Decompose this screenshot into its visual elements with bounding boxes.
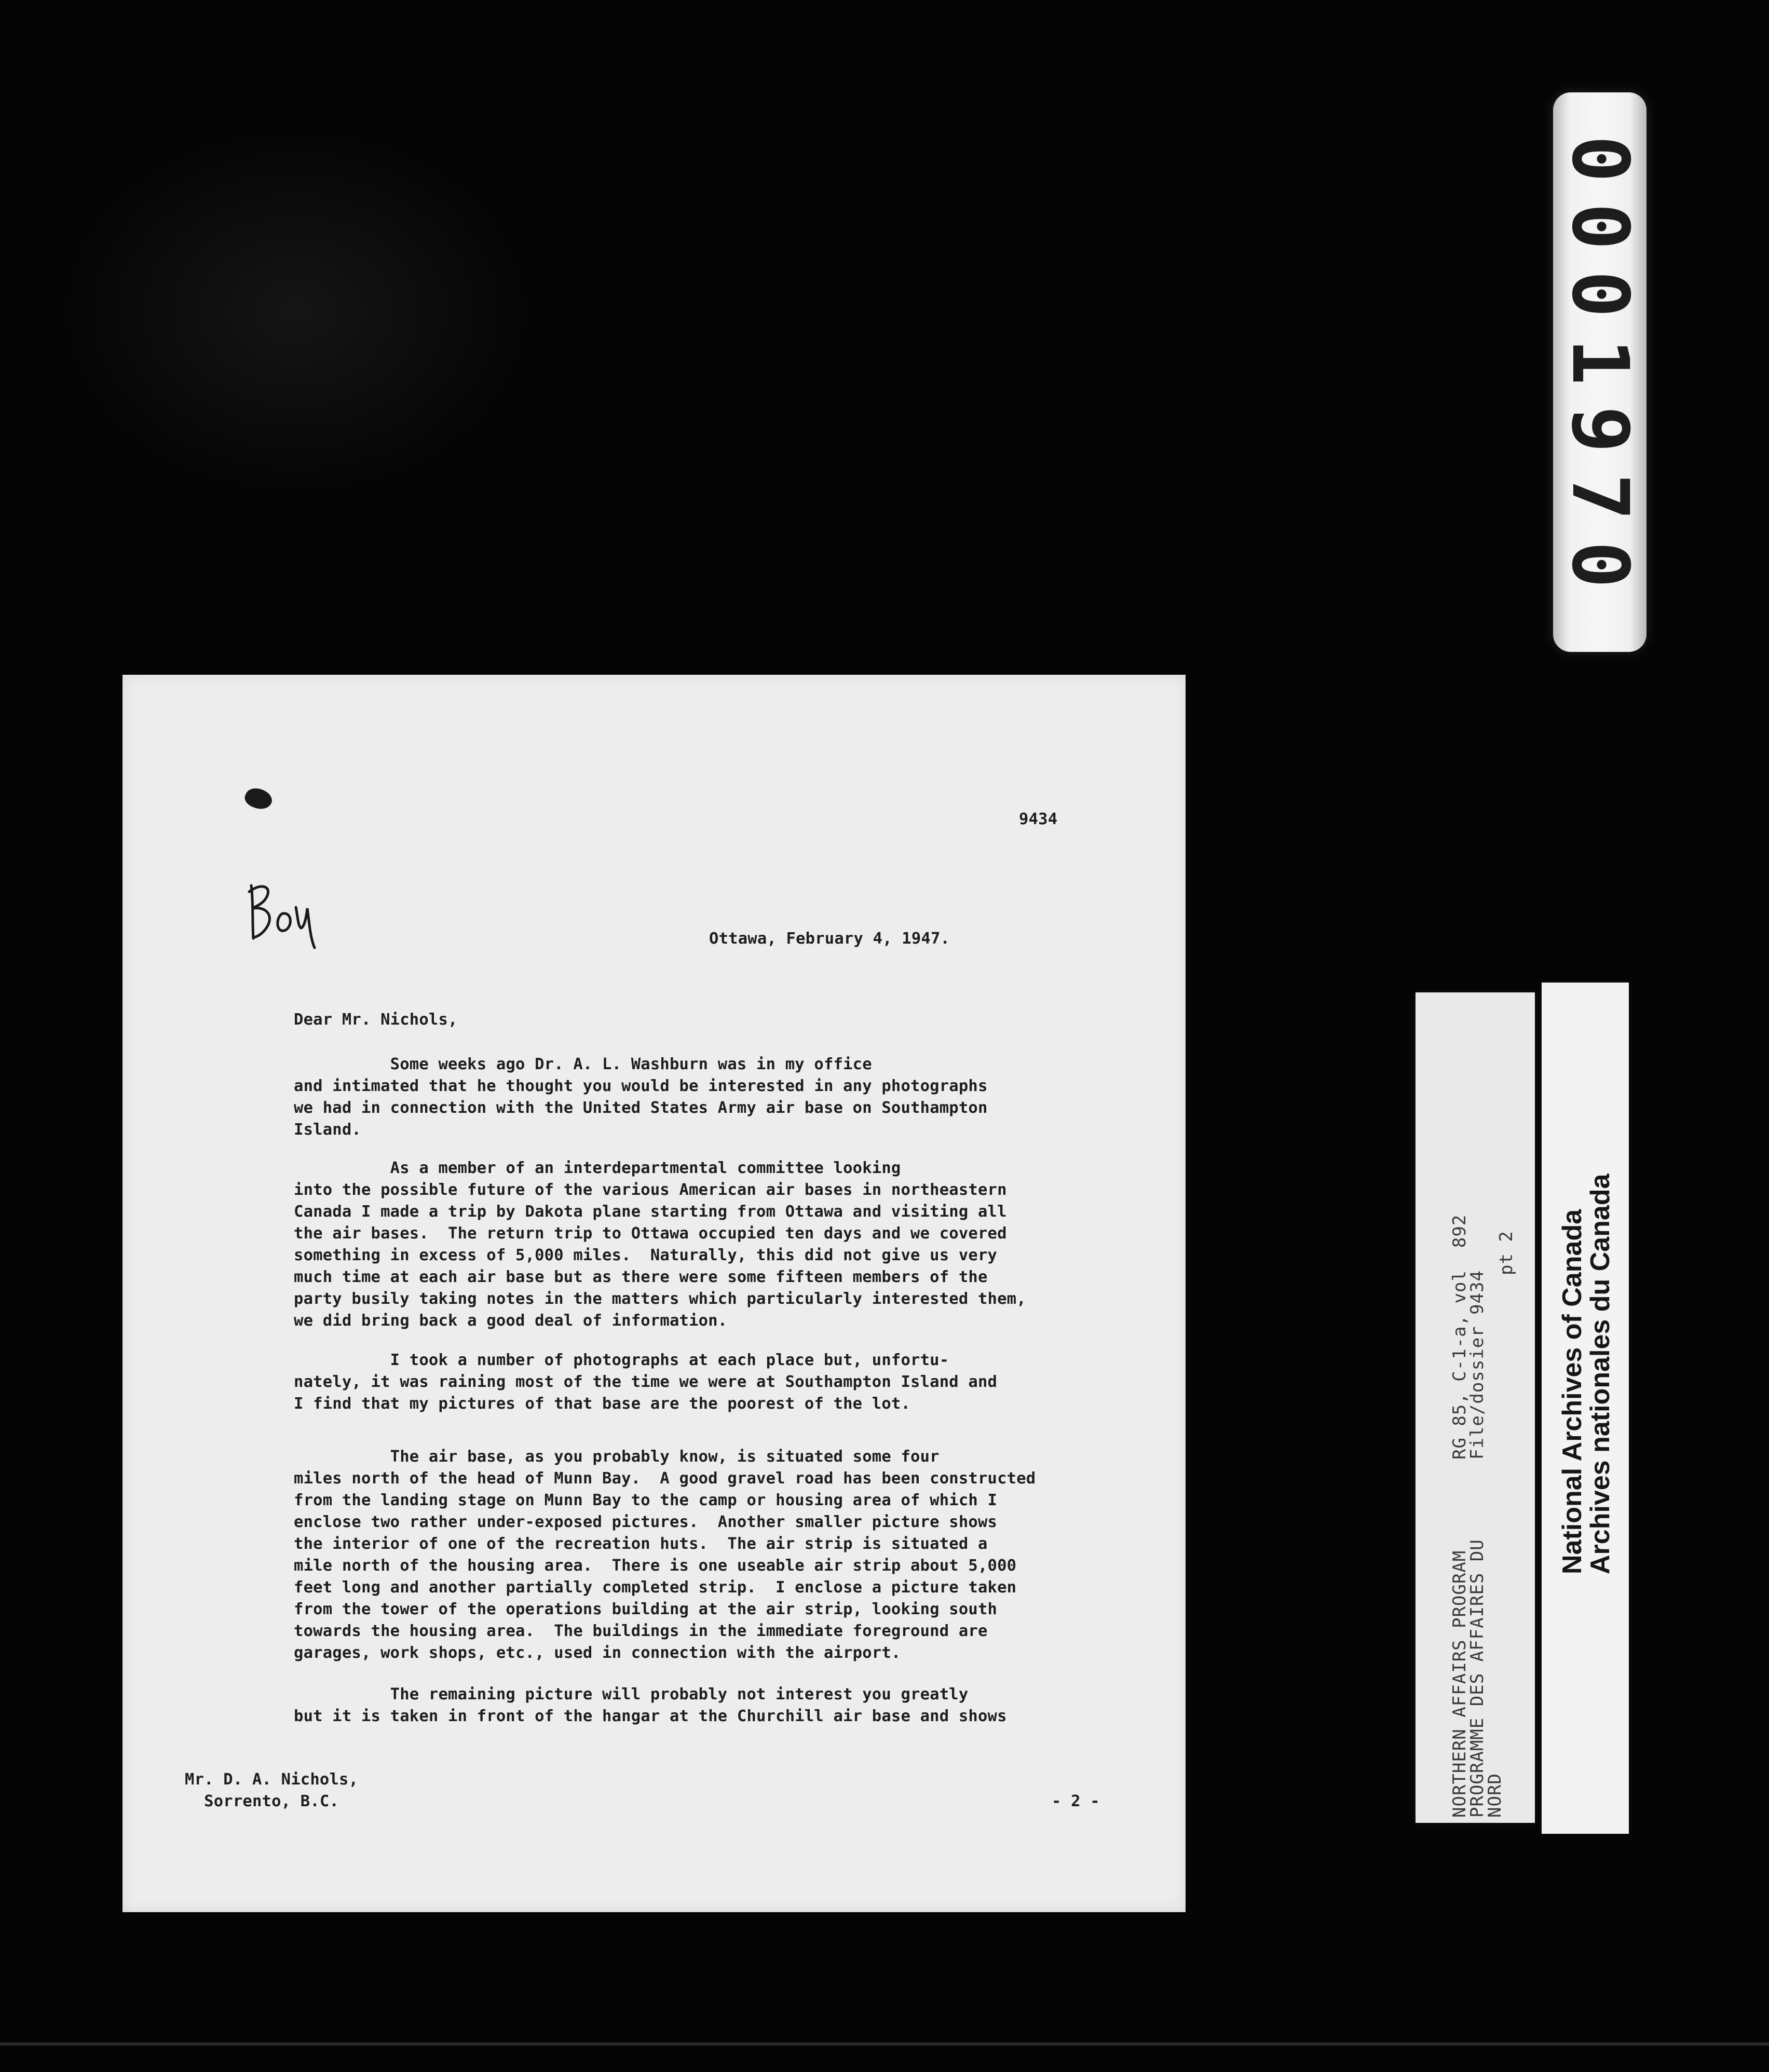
letter-page bbox=[123, 675, 1186, 1912]
background-shading bbox=[62, 130, 529, 493]
archives-name: National Archives of Canada Archives nationales du Canada bbox=[1557, 1174, 1615, 1574]
handwritten-initials bbox=[242, 876, 330, 954]
frame-number: 0001970 bbox=[1555, 135, 1645, 609]
paragraph-4: The air base, as you probably know, is situated some four miles north of the head of Munn Bay. A good gravel road has been constructed from the landing stage on Munn Bay to the camp or housing area of which I enclose two rather under-exposed pictures. Another smaller picture shows the interior of one of the recreation huts. The air strip is situated a mile north of the housing area. There is one useable air strip about 5,000 feet long and another partially completed strip. I enclose a picture taken from the tower of the operations building at the air strip, looking south towards the housing area. The buildings in the immediate foreground are garages, work shops, etc., used in connection with the airport. bbox=[294, 1448, 1036, 1662]
ink-blot bbox=[242, 784, 275, 813]
frame-counter-strip bbox=[1553, 92, 1646, 652]
paragraph-1: Some weeks ago Dr. A. L. Washburn was in my office and intimated that he thought you would be interested in any photographs we had in connection with the United States Army air base on Southampton Island. bbox=[294, 1055, 988, 1139]
salutation: Dear Mr. Nichols, bbox=[294, 1011, 458, 1029]
file-number: 9434 bbox=[1019, 810, 1058, 828]
part-text: pt 2 bbox=[1496, 1231, 1517, 1275]
addressee: Mr. D. A. Nichols, Sorrento, B.C. bbox=[185, 1770, 359, 1810]
date-line: Ottawa, February 4, 1947. bbox=[709, 930, 950, 948]
archives-label-card bbox=[1542, 983, 1629, 1834]
page-number: - 2 - bbox=[1052, 1792, 1100, 1810]
film-edge-line bbox=[0, 2042, 1769, 2046]
paragraph-5: The remaining picture will probably not interest you greatly but it is taken in front of the hangar at the Churchill air base and shows bbox=[294, 1685, 1007, 1725]
reference-text: RG 85, C-1-a, vol 892 File/dossier 9434 bbox=[1449, 1214, 1488, 1460]
paragraph-2: As a member of an interdepartmental committee looking into the possible future of the various American air bases in northeastern Canada I made a trip by Dakota plane starting from Ottawa and visiting all the air bases. The return trip to Ottawa occupied ten days and we covered something in excess of 5,000 miles. Naturally, this did not give us very much time at each air base but as there were some fifteen members of the party busily taking notes in the matters which particularly interested them, we did bring back a good deal of information. bbox=[294, 1159, 1026, 1330]
program-text: NORTHERN AFFAIRS PROGRAM PROGRAMME DES AFFAIRES DU NORD bbox=[1449, 1539, 1505, 1818]
paragraph-3: I took a number of photographs at each place but, unfortu- nately, it was raining most of the time we were at Southampton Island and I find that my pictures of that base are the poorest of the lot. bbox=[294, 1351, 998, 1413]
program-label-card bbox=[1416, 992, 1535, 1823]
